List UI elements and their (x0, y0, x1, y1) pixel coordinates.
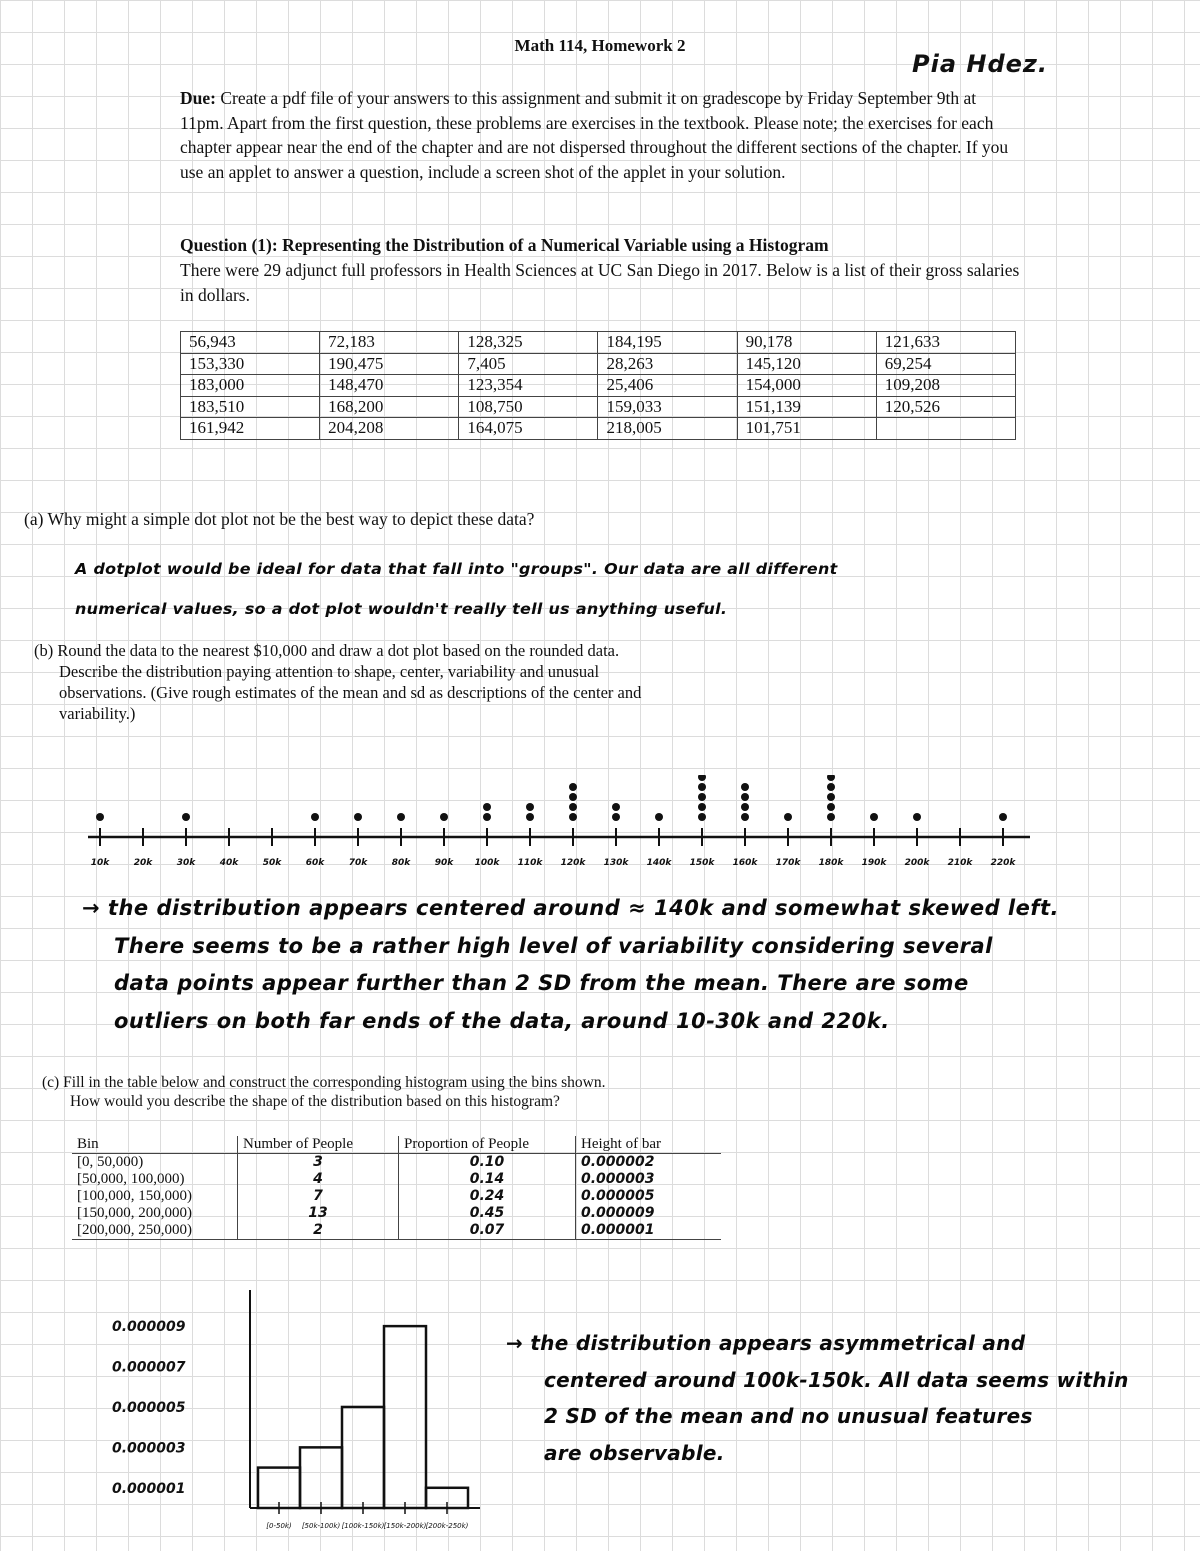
dot-plot-dot (827, 775, 835, 781)
dot-plot-dots (96, 775, 1007, 821)
column-header: Bin (72, 1136, 238, 1154)
dot-plot-tick-label: 40k (219, 858, 239, 868)
dot-plot-tick-label: 180k (818, 858, 844, 868)
table-cell: 128,325 (459, 332, 598, 354)
dot-plot-tick-label: 30k (176, 858, 196, 868)
histogram-x-tick-label: [100k-150k) (341, 1522, 385, 1530)
histogram (100, 1290, 500, 1540)
part-b-question (34, 640, 734, 724)
dot-plot-dot (96, 813, 104, 821)
count-cell: 2 (238, 1222, 399, 1240)
table-row (72, 1222, 721, 1240)
table-cell: 69,254 (876, 353, 1015, 375)
dot-plot-tick-label: 150k (689, 858, 715, 868)
part-c-answer-line-4: are observable. (544, 1440, 725, 1465)
table-cell: 183,510 (181, 396, 320, 418)
histogram-bar (258, 1468, 300, 1508)
table-cell: 183,000 (181, 375, 320, 397)
dot-plot-tick-label: 220k (990, 858, 1016, 868)
table-cell: 153,330 (181, 353, 320, 375)
table-cell: 121,633 (876, 332, 1015, 354)
dot-plot-dot (827, 783, 835, 791)
table-cell (876, 418, 1015, 440)
student-signature: Pia Hdez. (912, 50, 1048, 78)
histogram-y-tick-label: 0.000003 (112, 1440, 186, 1457)
dot-plot-dot (354, 813, 362, 821)
height-cell: 0.000003 (576, 1171, 722, 1188)
bin-cell: [0, 50,000) (77, 1154, 144, 1170)
dot-plot-dot (999, 813, 1007, 821)
dot-plot-dot (311, 813, 319, 821)
table-cell: 154,000 (737, 375, 876, 397)
part-c-question-line-1: (c) Fill in the table below and construct the corresponding histogram using the bins shown. (42, 1074, 606, 1091)
histogram-y-tick-label: 0.000005 (112, 1399, 186, 1416)
part-b-question-line-2: Describe the distribution paying attention to shape, center, variability and unusual (59, 662, 600, 681)
dot-plot-tick-labels (91, 858, 1017, 868)
table-row (181, 332, 1016, 354)
table-cell: 184,195 (598, 332, 737, 354)
histogram-y-tick-label: 0.000001 (112, 1480, 186, 1497)
column-header: Number of People (238, 1136, 399, 1154)
table-cell: 218,005 (598, 418, 737, 440)
table-row (72, 1154, 721, 1172)
table-row (181, 375, 1016, 397)
table-cell: 164,075 (459, 418, 598, 440)
part-b-answer-line-1: → the distribution appears centered around ≈ 140k and somewhat skewed left. (82, 896, 1060, 920)
dot-plot-dot (698, 775, 706, 781)
dot-plot-dot (569, 783, 577, 791)
dot-plot-dot (698, 803, 706, 811)
histogram-x-tick-label: [50k-100k) (301, 1522, 341, 1530)
dot-plot-dot (784, 813, 792, 821)
dot-plot-dot (569, 793, 577, 801)
part-b-answer-line-2: There seems to be a rather high level of variability considering several (114, 933, 993, 958)
part-a-question: (a) Why might a simple dot plot not be the best way to depict these data? (24, 509, 535, 529)
histogram-bar (384, 1326, 426, 1508)
dot-plot-tick-label: 110k (517, 858, 543, 868)
dot-plot-tick-label: 50k (262, 858, 282, 868)
part-b-answer-line-4: outliers on both far ends of the data, around 10-30k and 220k. (114, 1008, 890, 1033)
table-cell: 204,208 (320, 418, 459, 440)
dot-plot-dot (698, 783, 706, 791)
due-text: Create a pdf file of your answers to this assignment and submit it on gradescope by Friday September 9th at 11pm. Apart from the first question, these problems are exercises in the textbook. Please note; the exercises for each chapter appear near the end of the chapter and are not dispersed throughout the different sections of the chapter. If you use an applet to answer a question, include a screen shot of the applet in your solution. (180, 88, 1009, 182)
due-instructions (180, 86, 1020, 184)
proportion-cell: 0.14 (399, 1171, 576, 1188)
table-cell: 28,263 (598, 353, 737, 375)
count-cell: 13 (238, 1205, 399, 1222)
table-cell: 25,406 (598, 375, 737, 397)
dot-plot-tick-label: 190k (861, 858, 887, 868)
dot-plot-dot (612, 803, 620, 811)
dot-plot-dot (827, 793, 835, 801)
dot-plot-dot (741, 783, 749, 791)
question-1-heading: Question (1): Representing the Distribution of a Numerical Variable using a Histogram (180, 235, 829, 255)
salary-table (180, 331, 1016, 440)
table-cell: 123,354 (459, 375, 598, 397)
dot-plot-dot (741, 813, 749, 821)
dot-plot-dot (397, 813, 405, 821)
dot-plot-dot (655, 813, 663, 821)
dot-plot-tick-label: 10k (90, 858, 110, 868)
part-b-answer (82, 890, 1192, 1040)
table-row (72, 1188, 721, 1205)
dot-plot-tick-label: 70k (348, 858, 368, 868)
table-cell: 7,405 (459, 353, 598, 375)
dot-plot-dot (698, 793, 706, 801)
table-cell: 72,183 (320, 332, 459, 354)
count-cell: 7 (238, 1188, 399, 1205)
table-cell: 101,751 (737, 418, 876, 440)
dot-plot-dot (526, 803, 534, 811)
table-cell: 145,120 (737, 353, 876, 375)
histogram-bar (300, 1447, 342, 1508)
dot-plot-dot (483, 813, 491, 821)
bin-cell: [100,000, 150,000) (77, 1188, 192, 1204)
histogram-y-tick-labels (112, 1319, 186, 1497)
dot-plot-dot (569, 803, 577, 811)
proportion-cell: 0.45 (399, 1205, 576, 1222)
dot-plot-dot (741, 793, 749, 801)
question-1 (180, 233, 1020, 308)
dot-plot-tick-label: 60k (305, 858, 325, 868)
part-b-question-line-1: (b) Round the data to the nearest $10,000 and draw a dot plot based on the rounded data. (34, 641, 620, 660)
dot-plot-dot (827, 813, 835, 821)
dot-plot (0, 775, 1200, 870)
table-cell: 161,942 (181, 418, 320, 440)
part-c-answer-line-1: → the distribution appears asymmetrical and (506, 1331, 1026, 1355)
table-row (181, 396, 1016, 418)
table-cell: 56,943 (181, 332, 320, 354)
part-c-answer-line-3: 2 SD of the mean and no unusual features (544, 1404, 1033, 1428)
table-cell: 159,033 (598, 396, 737, 418)
dot-plot-tick-label: 130k (603, 858, 629, 868)
histogram-bars (258, 1326, 468, 1508)
dot-plot-dot (913, 813, 921, 821)
part-b-question-line-4: variability.) (59, 704, 136, 723)
dot-plot-dot (526, 813, 534, 821)
count-cell: 3 (238, 1154, 399, 1172)
part-c-question (42, 1073, 762, 1111)
proportion-cell: 0.07 (399, 1222, 576, 1240)
bin-cell: [200,000, 250,000) (72, 1222, 238, 1240)
dot-plot-tick-label: 140k (646, 858, 672, 868)
dot-plot-tick-label: 90k (434, 858, 454, 868)
column-header: Height of bar (576, 1136, 722, 1154)
proportion-cell: 0.10 (399, 1154, 576, 1172)
dot-plot-tick-label: 100k (474, 858, 500, 868)
part-a-answer-line-2: numerical values, so a dot plot wouldn't really tell us anything useful. (75, 600, 728, 618)
dot-plot-dot (698, 813, 706, 821)
table-row (181, 353, 1016, 375)
dot-plot-dot (827, 803, 835, 811)
histogram-x-tick-label: [150k-200k) (383, 1522, 427, 1530)
bin-cell: [150,000, 200,000) (77, 1205, 192, 1221)
part-c-answer (506, 1325, 1196, 1471)
page-title: Math 114, Homework 2 (514, 36, 686, 55)
table-header-row (72, 1136, 721, 1154)
due-label: Due: (180, 88, 216, 108)
proportion-cell: 0.24 (399, 1188, 576, 1205)
table-cell: 190,475 (320, 353, 459, 375)
dot-plot-dot (440, 813, 448, 821)
table-row (181, 418, 1016, 440)
dot-plot-dot (483, 803, 491, 811)
table-cell: 90,178 (737, 332, 876, 354)
table-row (72, 1205, 721, 1222)
table-cell: 108,750 (459, 396, 598, 418)
height-cell: 0.000005 (576, 1188, 722, 1205)
table-row (72, 1171, 721, 1188)
dot-plot-dot (741, 803, 749, 811)
part-c-answer-line-2: centered around 100k-150k. All data seems within (544, 1367, 1129, 1392)
dot-plot-tick-label: 160k (732, 858, 758, 868)
histogram-bar (342, 1407, 384, 1508)
dot-plot-tick-label: 200k (904, 858, 930, 868)
dot-plot-dot (870, 813, 878, 821)
table-cell: 151,139 (737, 396, 876, 418)
table-cell: 109,208 (876, 375, 1015, 397)
dot-plot-tick-label: 20k (133, 858, 153, 868)
dot-plot-dot (182, 813, 190, 821)
dot-plot-tick-label: 120k (560, 858, 586, 868)
height-cell: 0.000009 (576, 1205, 722, 1222)
histogram-x-tick-label: [0-50k) (266, 1522, 292, 1530)
table-cell: 120,526 (876, 396, 1015, 418)
histogram-x-tick-labels (266, 1502, 468, 1530)
part-a-answer-line-1: A dotplot would be ideal for data that fall into "groups". Our data are all different (75, 560, 838, 578)
dot-plot-tick-label: 210k (947, 858, 973, 868)
histogram-x-tick-label: [200k-250k) (425, 1522, 469, 1530)
bin-table (72, 1136, 721, 1240)
bin-cell: [50,000, 100,000) (77, 1171, 185, 1187)
question-1-text: There were 29 adjunct full professors in Health Sciences at UC San Diego in 2017. Below is a list of their gross salaries in dollars. (180, 260, 1020, 305)
dot-plot-dot (569, 813, 577, 821)
dot-plot-tick-label: 80k (391, 858, 411, 868)
part-c-question-line-2: How would you describe the shape of the distribution based on this histogram? (70, 1093, 560, 1110)
part-b-answer-line-3: data points appear further than 2 SD from the mean. There are some (114, 971, 969, 995)
height-cell: 0.000001 (576, 1222, 722, 1240)
column-header: Proportion of People (399, 1136, 576, 1154)
part-b-question-line-3: observations. (Give rough estimates of the mean and sd as descriptions of the center and (59, 683, 642, 702)
dot-plot-dot (612, 813, 620, 821)
height-cell: 0.000002 (576, 1154, 722, 1172)
table-cell: 148,470 (320, 375, 459, 397)
histogram-y-tick-label: 0.000007 (112, 1359, 186, 1376)
table-cell: 168,200 (320, 396, 459, 418)
dot-plot-tick-label: 170k (775, 858, 801, 868)
histogram-y-tick-label: 0.000009 (112, 1319, 186, 1336)
count-cell: 4 (238, 1171, 399, 1188)
